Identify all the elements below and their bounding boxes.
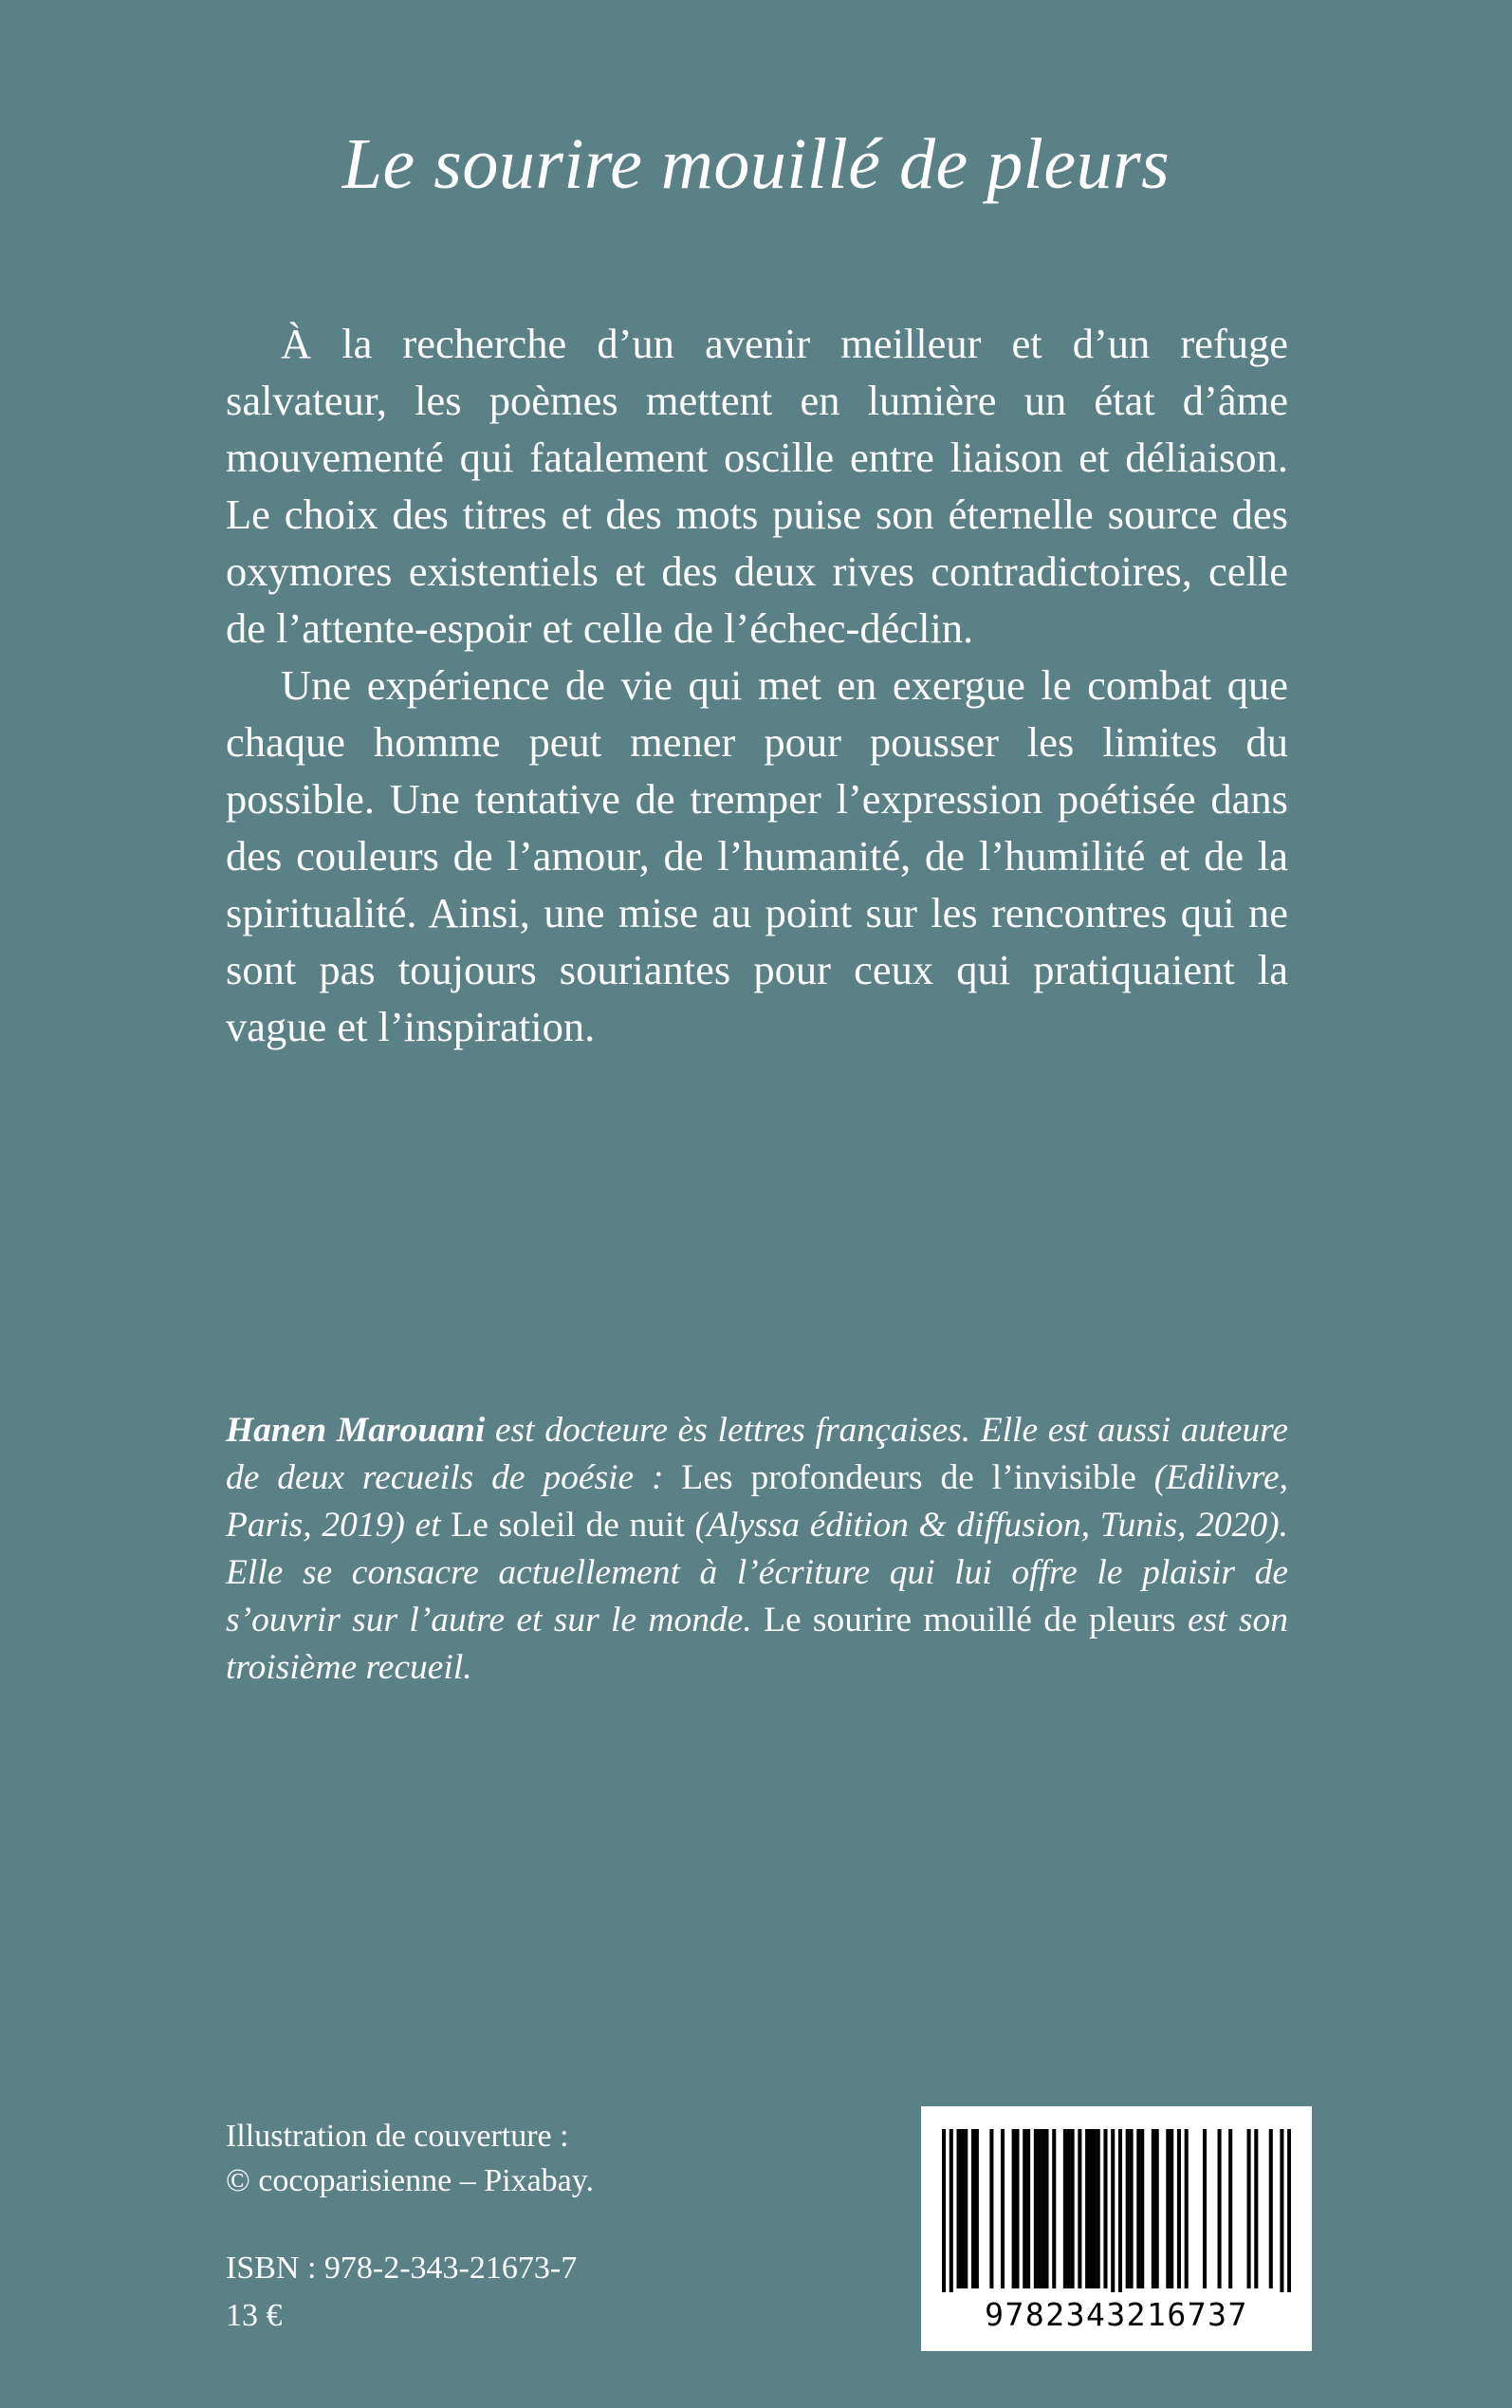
barcode-bar: [1269, 2129, 1273, 2288]
barcode-bar: [989, 2129, 993, 2288]
barcode-bar: [1111, 2129, 1115, 2292]
barcode-bar: [1012, 2129, 1016, 2288]
barcode-bar: [1071, 2129, 1075, 2288]
barcode-bar: [1042, 2129, 1045, 2288]
barcode-bar: [1155, 2129, 1159, 2288]
barcode-bar: [1023, 2129, 1026, 2288]
barcode-bar: [1089, 2129, 1093, 2288]
author-bio-paragraph: [226, 1407, 1288, 1692]
barcode-bar: [1130, 2129, 1134, 2288]
bio-text-1: est docteure ès lettres françaises. Elle est aussi auteure de deux recueils de poésie :: [226, 1411, 1288, 1497]
book-title-1: Les profondeurs de l’invisible: [681, 1458, 1136, 1497]
barcode-bar: [1103, 2129, 1107, 2288]
barcode-bar: [956, 2129, 960, 2288]
barcode-bar: [1085, 2129, 1089, 2288]
synopsis: [226, 315, 1288, 1055]
barcode-bar: [1044, 2129, 1048, 2288]
barcode-bar: [1015, 2129, 1019, 2288]
barcode-bar: [1001, 2129, 1005, 2288]
barcode-bar: [1063, 2129, 1067, 2288]
barcode-bar: [1078, 2129, 1081, 2288]
barcode-bar: [1170, 2129, 1173, 2288]
barcode-bar: [1126, 2129, 1130, 2288]
barcode-bar: [1093, 2129, 1097, 2288]
barcode-bar: [1152, 2129, 1155, 2288]
bio-text-4: est son troisième recueil.: [226, 1601, 1289, 1687]
synopsis-paragraph-1: À la recherche d’un avenir meilleur et d’un refuge salvateur, les poèmes mettent en lumière un état d’âme mouvementé qui fatalement oscille entre liaison et déliaison. Le choix des titres et des mots puise son éternelle source des oxymores existentiels et des deux rives contradictoires, celle de l’attente-espoir et celle de l’échec-déclin.: [226, 320, 1288, 652]
barcode-bar: [975, 2129, 979, 2288]
barcode-bar: [1026, 2129, 1030, 2288]
barcode-bar: [1067, 2129, 1071, 2288]
bio-text-3: (Alyssa édition & diffusion, Tunis, 2020). Elle se consacre actuellement à l’écriture qui lui offre le plaisir de s’ouvrir sur l’autre et sur le monde.: [226, 1506, 1288, 1639]
barcode-bar: [1052, 2129, 1056, 2288]
isbn-price: [226, 2245, 577, 2340]
barcode-bar: [964, 2129, 968, 2288]
barcode-bar: [1280, 2129, 1283, 2292]
author-bio: [226, 1407, 1288, 1692]
barcode-bar: [1287, 2129, 1291, 2292]
barcode-bar: [1218, 2129, 1222, 2288]
cover-credits: [226, 2114, 594, 2203]
book-title-2: Le soleil de nuit: [451, 1506, 685, 1545]
barcode-bar: [1254, 2129, 1258, 2288]
barcode-bar: [1247, 2129, 1251, 2288]
barcode-bar: [1136, 2129, 1140, 2288]
barcode-bar: [1034, 2129, 1038, 2288]
barcode-bar: [1185, 2129, 1189, 2288]
barcode-bar: [1228, 2129, 1232, 2288]
barcode-digits: 9782343216737: [985, 2296, 1248, 2333]
barcode-bar: [1177, 2129, 1181, 2288]
credits-line-2: © cocoparisienne – Pixabay.: [226, 2163, 595, 2198]
barcode-bar: [942, 2129, 946, 2292]
barcode-bar: [1140, 2129, 1144, 2288]
barcode-bar: [1166, 2129, 1170, 2288]
barcode-bars: [942, 2129, 1291, 2292]
credits-line-1: Illustration de couverture :: [226, 2119, 569, 2154]
price: 13 €: [226, 2298, 283, 2333]
book-title: Le sourire mouillé de pleurs: [341, 124, 1171, 204]
barcode-bar: [1118, 2129, 1122, 2292]
barcode-bar: [1038, 2129, 1042, 2288]
bio-text-2: (Edilivre, Paris, 2019) et: [226, 1458, 1288, 1545]
synopsis-paragraph-2: Une expérience de vie qui met en exergue le combat que chaque homme peut mener pour pousser les limites du possible. Une tentative de tremper l’expression poétisée dans des couleurs de l’amour, de l’humanité, de l’humilité et de la spiritualité. Ainsi, une mise au point sur les rencontres qui ne sont pas toujours souriantes pour ceux qui pratiquaient la vague et l’inspiration.: [226, 661, 1288, 1050]
book-title-3: Le sourire mouillé de pleurs: [764, 1601, 1176, 1639]
isbn: ISBN : 978-2-343-21673-7: [226, 2251, 578, 2286]
author-name: Hanen Marouani: [226, 1411, 486, 1450]
barcode-bar: [950, 2129, 953, 2292]
barcode-bar: [1097, 2129, 1100, 2288]
barcode-bar: [960, 2129, 964, 2288]
barcode-bar: [1203, 2129, 1207, 2288]
barcode: [921, 2106, 1312, 2351]
barcode-bar: [971, 2129, 975, 2288]
